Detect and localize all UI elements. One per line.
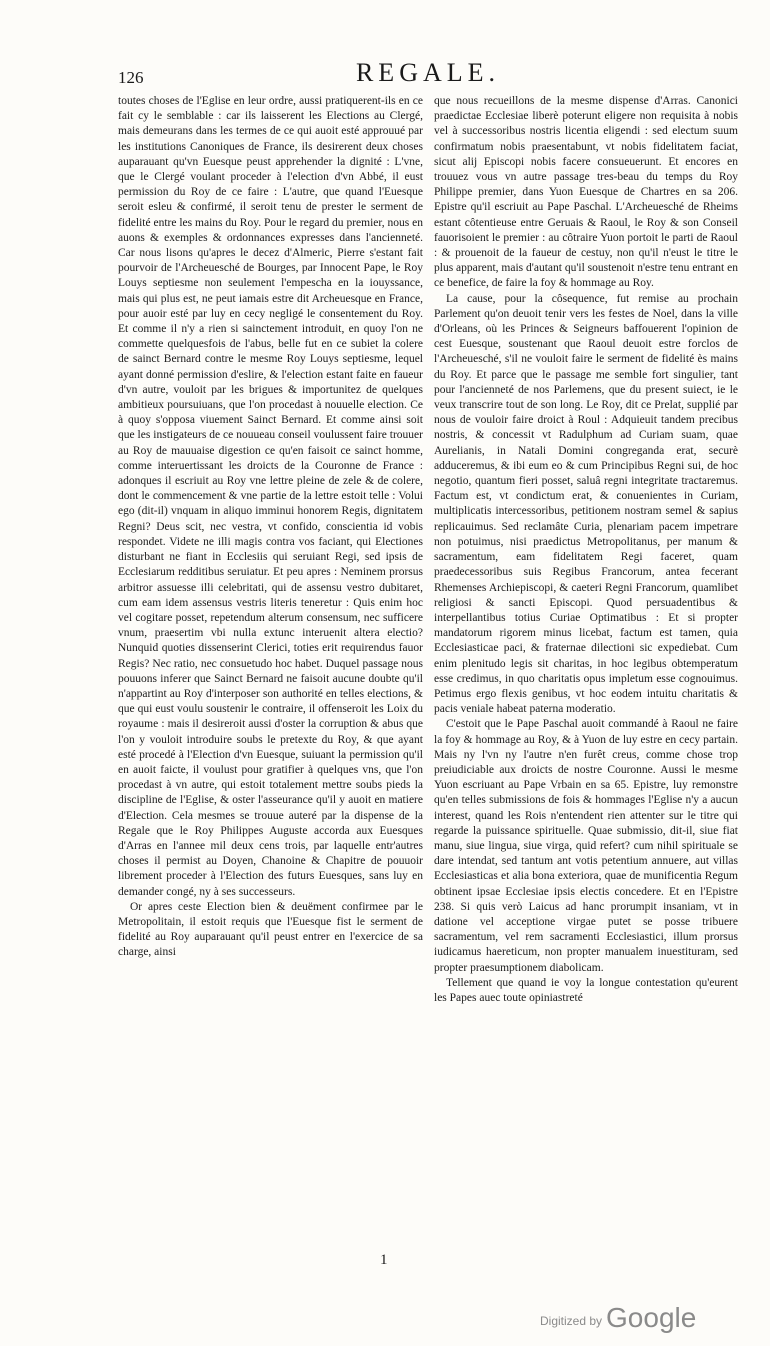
- page-number: 126: [118, 68, 144, 87]
- paragraph: Tellement que quand ie voy la longue contestation qu'eurent les Papes auec toute opiniastreté: [434, 976, 738, 1004]
- right-text-column: [434, 94, 738, 1274]
- watermark-prefix: Digitized by: [540, 1314, 603, 1328]
- paragraph: La cause, pour la côsequence, fut remise au prochain Parlement qu'on deuoit tenir vers les festes de Noel, dans la ville d'Orleans, où les Princes & Seigneurs baffouerent l'opinion de cest Euesque, soustenant que Raoul deuoit estre forclos de l'Archeuesché, s'il ne vouloit faire le serment de fidelité ès mains du Roy. Et parce que le passage me semble fort singulier, tant pour l'ancienneté de nos Parlemens, que du present suiect, ie le veux transcrire tout de son long. Le Roy, dit ce Prelat, supplié par nous de vouloir faire droict à Roul : Adquieuit tandem precibus nostris, & concessit vt Radulphum ad Curiam suam, quae Aurelianis, in Natali Domini congreganda erat, securè adduceremus, & ibi eum eo & cum Principibus Regni sui, de hoc negotio, quantum fieri posset, saluâ regni integritate tractaremus. Factum est, vt condictum erat, & conuenientes in Curiam, multiplicatis intercessoribus, petitionem nostram semel & sapius replicauimus. Sed reclamâte Curia, plenariam pacem impetrare non potuimus, nisi praedictus Metropolitanus, per manum & sacramentum, eam fidelitatem Regi faceret, quam praedecessoribus suis Regibus Francorum, antea fecerant Rhemenses Archiepiscopi, & caeteri Regni Francorum, quamlibet religiosi & sancti Episcopi. Quod persuadentibus & interpellantibus totius Curiae Optimatibus : Et si propter mandatorum rigorem minus licebat, factum est tamen, quia Ecclesiasticae paci, & fraternae dilectioni sic expediebat. Cum enim plenitudo legis sit charitas, in hoc legibus obtemperatum esse credimus, in quo charitatis opus impletum esse cognouimus. Petimus ergo flexis genibus, vt hoc eodem intuitu charitatis & pacis veniale habeat paterna moderatio.: [434, 292, 738, 716]
- paragraph: C'estoit que le Pape Paschal auoit commandé à Raoul ne faire la foy & hommage au Roy, & à Yuon de luy estre en cecy partain. Mais ny l'vn ny l'autre n'en furêt creus, comme chose trop preiudiciable aux droicts de nostre Couronne. Aussi le mesme Yuon escriuant au Pape Vrbain en sa 65. Epistre, luy remonstre qu'en telles submissions de fois & hommages l'Eglise n'y a aucun interest, quand les Rois n'entendent rien attenter sur le titre qui regarde la puissance spirituelle. Quae submissio, dit-il, siue fiat manu, siue lingua, siue virga, quid refert? cum nihil spirituale se dare intendat, sed tantum ant votis petentium annuere, aut villas Ecclesiasticas et alia bona exteriora, quae de munificentia Regum obtinent ipsae Ecclesiae ipsis electis concedere. Et en l'Epistre 238. Si quis verò Laicus ad hanc prorumpit insaniam, vt in datione vel acceptione virgae putet se posse tribuere sacramentum, vel rem sacramenti Ecclesiastici, illum prorsus iudicamus haereticum, non propter manualem inuestituram, sed propter praesumptionem diabolicam.: [434, 718, 738, 974]
- signature-mark: 1: [380, 1252, 388, 1268]
- digitized-watermark: [540, 1302, 696, 1334]
- paragraph: Or apres ceste Election bien & deuëment confirmee par le Metropolitain, il estoit requis que l'Euesque fist le serment de fidelité au Roy auparauant qu'il peust entrer en l'exercice de sa charge, ainsi: [118, 900, 423, 959]
- running-title: REGALE.: [355, 58, 501, 87]
- paragraph: que nous recueillons de la mesme dispense d'Arras. Canonici praedictae Ecclesiae liberè poterunt eligere non requisita à nobis vel à successoribus nostris licentia eligendi : sed electum suum confirmatum nobis praesentabunt, vt nobis fidelitatem faciat, sicut alij Episcopi nobis facere consueuerunt. Et encores en trouuez vous vn autre passage tres-beau du temps du Roy Philippe premier, dans Yuon Euesque de Chartres en sa 206. Epistre qu'il escriuit au Pape Paschal. L'Archeuesché de Rheims estant côtentieuse entre Geruais & Raoul, le Roy & son Conseil fauorisoient le premier : au côtraire Yuon portoit le parti de Raoul : & prouenoit de la faueur de cestuy, non qu'il n'eust le titre le plus apparent, mais d'autant qu'il soustenoit n'estre tenu entrant en ce benefice, de faire la foy & hommage au Roy.: [434, 95, 738, 290]
- left-text-column: [118, 94, 423, 1274]
- google-logo: Google: [606, 1302, 697, 1333]
- paragraph: toutes choses de l'Eglise en leur ordre, aussi pratiquerent-ils en ce fait cy le semblable : car ils laisserent les Elections au Clergé, mais demeurans dans les termes de ce qui auoit esté approuué par les institutions Canoniques de France, ils desirerent deux choses auparauant qu'vn Euesque peust apprehender la dignité : L'vne, que le Clergé voulant proceder à l'election d'vn Abbé, il eust permission du Roy de ce faire : L'autre, que quand l'Euesque seroit esleu & confirmé, il seroit tenu de prester le serment de fidelité entre les mains du Roy. Pour le regard du premier, nous en auons & exemples & ordonnances expresses dans l'ancienneté. Car nous lisons qu'apres le decez d'Almeric, Pierre s'estant fait pourvoir de l'Archeuesché de Bourges, par Innocent Pape, le Roy Louys septiesme non seulement l'empescha en la iouyssance, mais qui plus est, ne peut iamais estre dit Archeuesque en France, pour auoir esté par luy en cecy negligé le consentement du Roy. Et comme il n'y a rien si sainctement introduit, en quoy l'on ne commette quelquesfois de l'abus, belle fut en ce subiet la colere de sainct Bernard contre le mesme Roy Louys septiesme, lequel ayant donné permission d'eslire, & l'election estant faite en faueur d'vn autre, vouloit par les brigues & importunitez de quelques ambitieux poursuiuans, que l'on procedast à nouuelle election. Ce à quoy s'opposa viuement Sainct Bernard. Et comme ainsi soit que les instigateurs de ce nouueau conseil voulussent faire trouuer au Roy de mauuaise digestion ce qu'en faisoit ce sainct homme, comme interuertissant les droicts de la Couronne de France : adonques il escriuit au Roy vne lettre pleine de zele & de colere, dont le commencement & vne partie de la lettre estoit telle : Volui ego (dit-il) vnquam in aliquo imminui honorem Regis, dignitatem Regni? Deus scit, nec vestra, vt confido, conscientia id vobis respondet. Videte ne illi magis contra vos faciant, qui Electiones disturbant ne fiant in Ecclesiis qui seruiant Regi, sed ipsis de Ecclesiarum redditibus seruiatur. Et peu apres : Neminem prorsus arbitror assuesse illi celebritati, qui de assensu vestro dubitaret, cum eam idem assensus vestris literis teneretur : Quis enim hoc vel cogitare posset, repetendum alterum consensum, nec sufficere vnum, praesertim vbi nulla extunc interuenit altera electio? Nunquid quoties dissenserint Clerici, toties erit requirendus fauor Regis? Nec ratio, nec consuetudo hoc habet. Duquel passage nous pouuons inferer que Sainct Bernard ne faisoit aucune doubte qu'il n'appartint au Roy d'interposer son authorité en telles elections, & que qui eust voulu soustenir le contraire, il offenseroit les Loix du royaume : mais il desireroit aussi d'oster la corruption & abus que l'on y vouloit introduire soubs le pretexte du Roy, & que ayant esté procedé à l'Election d'vn Euesque, suiuant la permission qu'il en auoit faicte, il voulust pour gratifier à quelques vns, que l'on procedast à vn autre, qui estoit totalement mettre soubs pieds la discipline de l'Eglise, & oster l'asseurance qu'il y auoit en matiere d'Election. Cela mesmes se trouue auteré par la dispense de la Regale que le Roy Philippes Auguste accorda aux Euesques d'Arras en l'annee mil deux cens trois, par laquelle entr'autres choses il permist au Doyen, Chanoine & Chapitre de pouuoir librement proceder à l'Election des futurs Euesques, sans luy en demander congé, ny à ses successeurs.: [118, 95, 423, 898]
- page-header: [118, 58, 738, 98]
